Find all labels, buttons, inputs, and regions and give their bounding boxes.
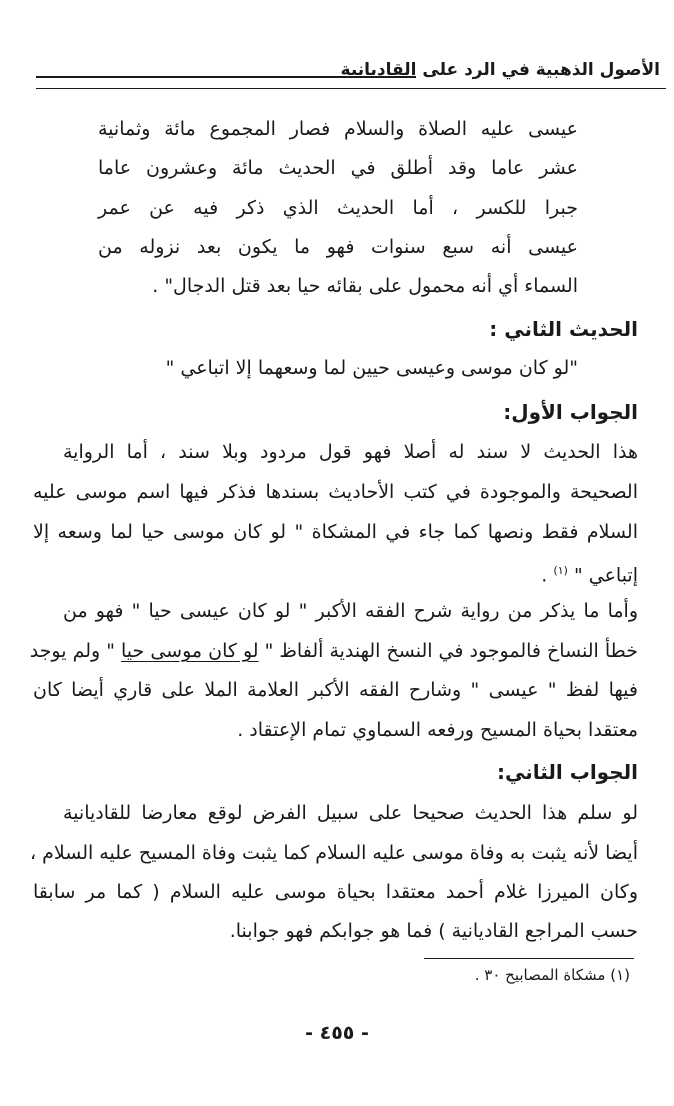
body-line: جبرا للكسر ، أما الحديث الذي ذكر فيه عن عمر [98,197,578,219]
body-line: الصحيحة والموجودة في كتب الأحاديث بسندها فذكر فيها اسم موسى عليه [33,481,638,503]
body-line: عيسى عليه الصلاة والسلام فصار المجموع مائة وثمانية [98,118,578,140]
header-title: الأصول الذهبية في الرد على القاديانية [340,60,660,80]
body-line: حسب المراجع القاديانية ) فما هو جوابكم فهو جوابنا. [229,920,638,942]
underlined-quote: لو كان موسى حيا [121,640,259,662]
hadith-quote: "لو كان موسى وعيسى حيين لما وسعهما إلا اتباعي " [165,357,578,379]
header-rule-bottom [36,88,666,89]
running-header [36,60,666,90]
section-heading-answer1: الجواب الأول: [503,400,638,424]
body-line: لو سلم هذا الحديث صحيحا على سبيل الفرض لوقع معارضا للقاديانية [63,802,638,824]
body-line: معتقدا بحياة المسيح ورفعه السماوي تمام الإعتقاد . [237,719,638,741]
section-heading-hadith2: الحديث الثاني : [489,317,638,341]
fiqh-line2-after: " ولم يوجد [29,640,122,662]
section-heading-answer2: الجواب الثاني: [496,760,638,784]
body-line: فيها لفظ " عيسى " وشارح الفقه الأكبر العلامة الملا على قاري أيضا كان [33,679,638,701]
body-line: وكان الميرزا غلام أحمد معتقدا بحياة موسى عليه السلام ( كما مر سابقا [33,881,638,903]
answer1-end: . [541,564,548,587]
body-line: السماء أي أنه محمول على بقائه حيا بعد قتل الدجال" . [152,275,578,297]
body-line: عيسى أنه سبع سنوات فهو ما يكون بعد نزوله من [98,236,578,258]
answer1-last-text: إتباعي " [573,564,638,587]
footnote: (١) مشكاة المصابيح ٣٠ . [474,966,630,984]
page-number: - ٤٥٥ - [305,1022,369,1044]
body-line [29,636,638,666]
body-line: السلام فقط ونصها كما جاء في المشكاة " لو كان موسى حيا لما وسعه إلا [33,521,638,543]
body-line: وأما ما يذكر من رواية شرح الفقه الأكبر " لو كان عيسى حيا " فهو من [63,600,638,622]
body-line: عشر عاما وقد أطلق في الحديث مائة وعشرون عاما [98,157,578,179]
footnote-marker: (١) [553,564,568,577]
fiqh-line2-before: خطأ النساخ فالموجود في النسخ الهندية ألفاظ " [258,640,638,662]
body-line: هذا الحديث لا سند له أصلا فهو قول مردود وبلا سند ، أما الرواية [63,441,638,463]
footnote-rule [424,958,634,959]
body-line [541,556,638,590]
body-line: أيضا لأنه يثبت به وفاة موسى عليه السلام كما يثبت وفاة المسيح عليه السلام ، [29,842,638,864]
